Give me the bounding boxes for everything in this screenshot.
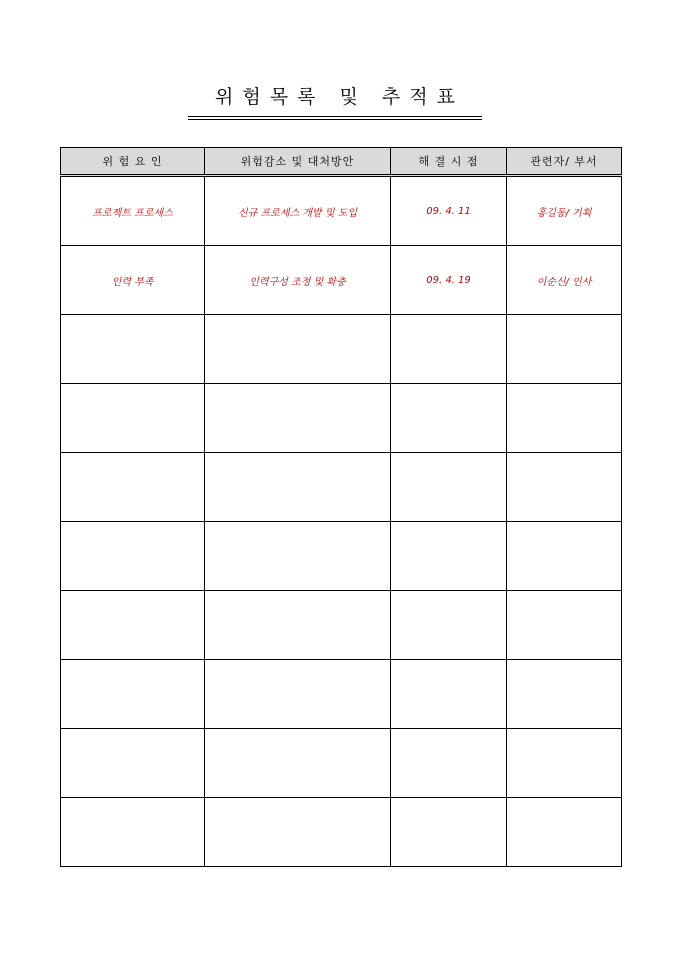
table-row xyxy=(61,176,622,246)
header-resolution-date: 해 결 시 점 xyxy=(391,148,507,176)
risk-factor-cell xyxy=(61,591,205,660)
risk-factor-cell xyxy=(61,660,205,729)
risk-factor-cell: 프로젝트 프로세스 xyxy=(61,176,205,246)
table-row xyxy=(61,384,622,453)
resolution-date-cell xyxy=(391,522,507,591)
owner-department-cell xyxy=(507,522,622,591)
document-title-block xyxy=(188,82,482,120)
resolution-date-cell xyxy=(391,315,507,384)
header-owner-department: 관련자/ 부서 xyxy=(507,148,622,176)
resolution-date-cell xyxy=(391,729,507,798)
risk-factor-cell xyxy=(61,384,205,453)
table-row xyxy=(61,246,622,315)
document-title: 위험목록 및 추적표 xyxy=(215,86,464,108)
mitigation-plan-cell: 인력구성 조정 및 확충 xyxy=(205,246,391,315)
mitigation-plan-cell xyxy=(205,729,391,798)
mitigation-plan-cell xyxy=(205,315,391,384)
resolution-date-cell xyxy=(391,660,507,729)
table-row xyxy=(61,315,622,384)
risk-factor-cell xyxy=(61,729,205,798)
owner-department-cell: 이순신/ 인사 xyxy=(507,246,622,315)
resolution-date-cell xyxy=(391,591,507,660)
risk-factor-cell xyxy=(61,453,205,522)
resolution-date-cell: 09. 4. 19 xyxy=(391,246,507,315)
table-row xyxy=(61,591,622,660)
risk-factor-cell xyxy=(61,798,205,867)
resolution-date-cell: 09. 4. 11 xyxy=(391,176,507,246)
owner-department-cell xyxy=(507,591,622,660)
risk-factor-cell xyxy=(61,522,205,591)
owner-department-cell: 홍길동/ 기획 xyxy=(507,176,622,246)
resolution-date-cell xyxy=(391,384,507,453)
owner-department-cell xyxy=(507,384,622,453)
table-row xyxy=(61,522,622,591)
header-risk-factor: 위 험 요 인 xyxy=(61,148,205,176)
mitigation-plan-cell xyxy=(205,384,391,453)
table-row xyxy=(61,660,622,729)
owner-department-cell xyxy=(507,315,622,384)
risk-factor-cell xyxy=(61,315,205,384)
owner-department-cell xyxy=(507,729,622,798)
resolution-date-cell xyxy=(391,453,507,522)
resolution-date-cell xyxy=(391,798,507,867)
owner-department-cell xyxy=(507,660,622,729)
table-row xyxy=(61,798,622,867)
title-double-underline xyxy=(188,116,482,120)
risk-factor-cell: 인력 부족 xyxy=(61,246,205,315)
mitigation-plan-cell: 신규 프로세스 개발 및 도입 xyxy=(205,176,391,246)
header-mitigation-plan: 위험감소 및 대처방안 xyxy=(205,148,391,176)
risk-tracking-table xyxy=(60,147,622,867)
mitigation-plan-cell xyxy=(205,660,391,729)
owner-department-cell xyxy=(507,453,622,522)
mitigation-plan-cell xyxy=(205,522,391,591)
table-row xyxy=(61,729,622,798)
table-row xyxy=(61,453,622,522)
mitigation-plan-cell xyxy=(205,591,391,660)
table-header-row xyxy=(61,148,622,176)
owner-department-cell xyxy=(507,798,622,867)
mitigation-plan-cell xyxy=(205,453,391,522)
mitigation-plan-cell xyxy=(205,798,391,867)
